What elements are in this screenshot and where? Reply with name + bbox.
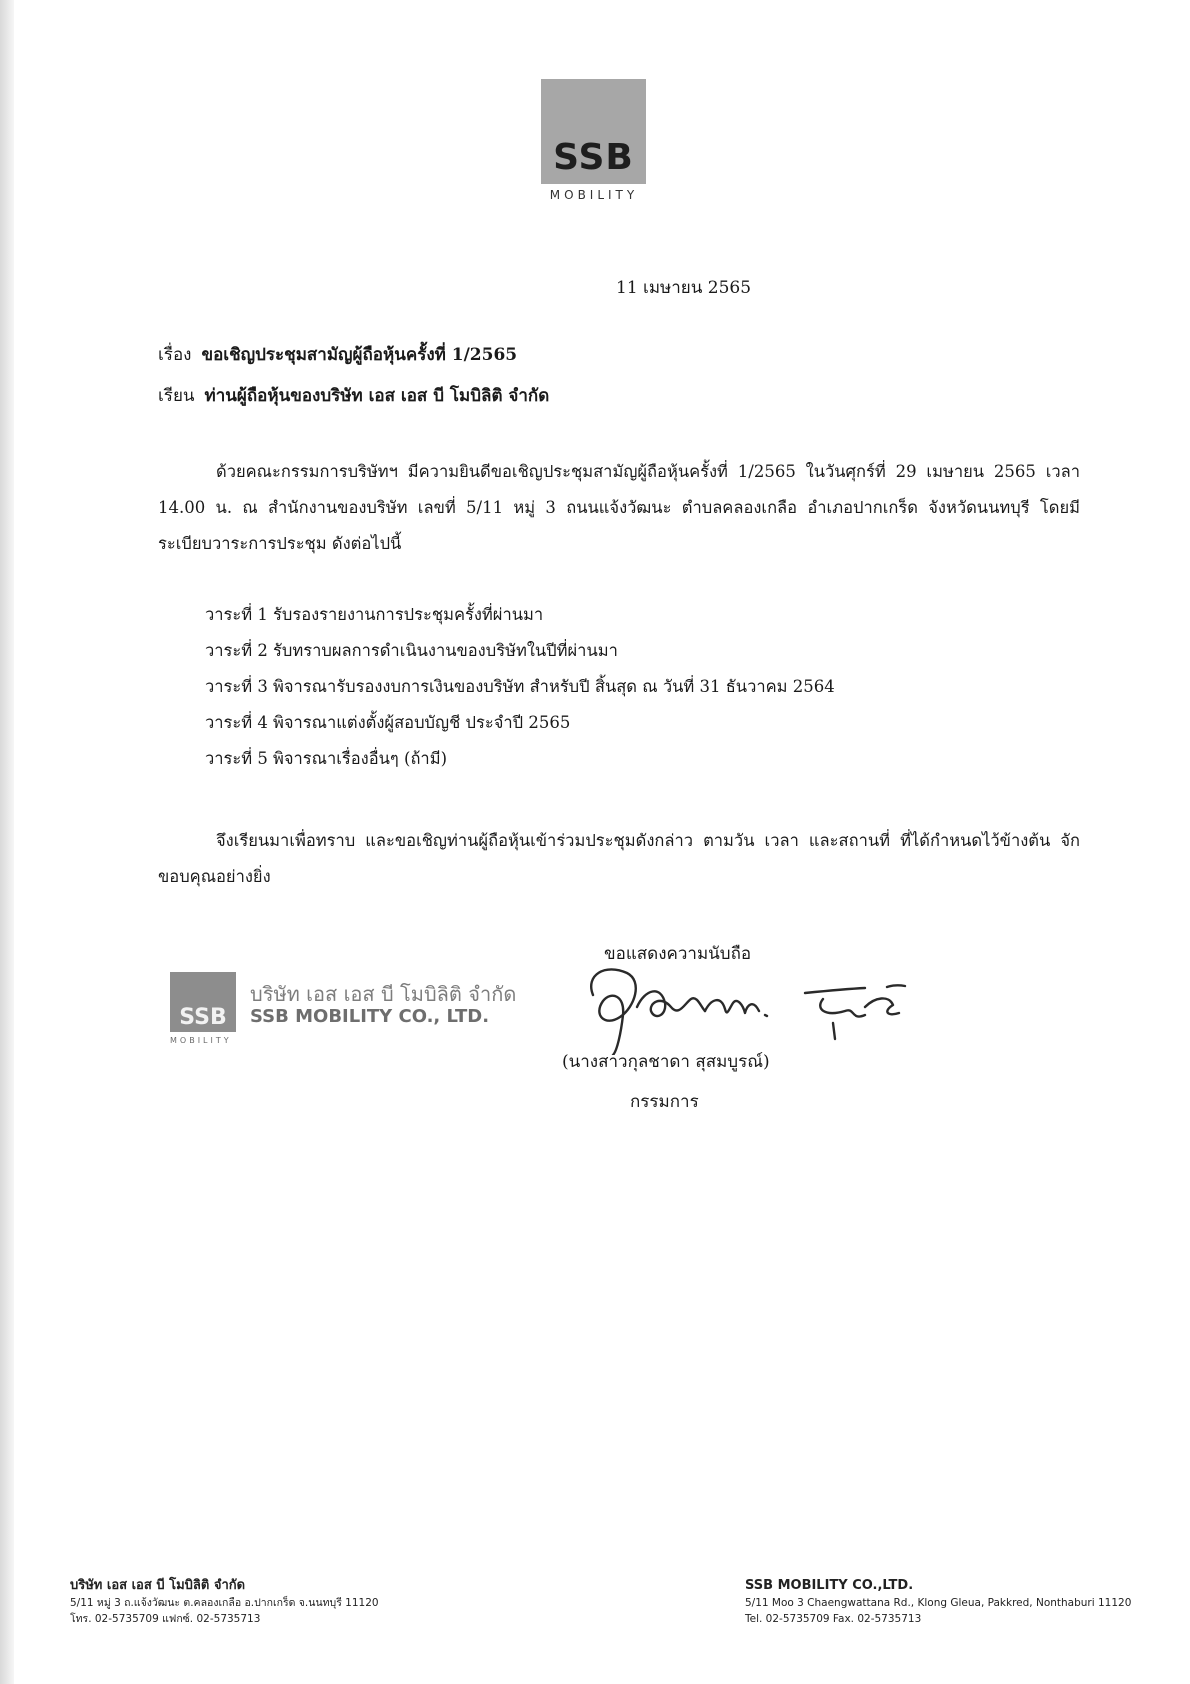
footer-english-company: SSB MOBILITY CO.,LTD.: [745, 1578, 914, 1593]
intro-paragraph: [158, 454, 1080, 562]
company-logo: [541, 79, 646, 184]
stamp-logo-subtitle: MOBILITY: [170, 1036, 232, 1045]
agenda-text: พิจารณาแต่งตั้งผู้สอบบัญชี ประจำปี 2565: [273, 713, 571, 732]
agenda-text: รับรองรายงานการประชุมครั้งที่ผ่านมา: [273, 605, 544, 624]
agenda-number: วาระที่ 4: [205, 713, 268, 732]
footer-thai-company: บริษัท เอส เอส บี โมบิลิติ จำกัด: [70, 1578, 246, 1593]
footer-english-address: 5/11 Moo 3 Chaengwattana Rd., Klong Gleua, Pakkred, Nonthaburi 11120: [745, 1597, 1132, 1609]
footer-thai-address: 5/11 หมู่ 3 ถ.แจ้งวัฒนะ ต.คลองเกลือ อ.ปากเกร็ด จ.นนทบุรี 11120: [70, 1597, 379, 1609]
agenda-number: วาระที่ 3: [205, 677, 268, 696]
letter-date: 11 เมษายน 2565: [616, 278, 752, 298]
signer-name: (นางสาวกุลชาดา สุสมบูรณ์): [562, 1052, 770, 1072]
agenda-item: [205, 669, 1065, 705]
signer-position: กรรมการ: [630, 1092, 699, 1112]
agenda-number: วาระที่ 2: [205, 641, 268, 660]
agenda-item: [205, 597, 1065, 633]
logo-subtitle: MOBILITY: [549, 188, 639, 202]
stamp-english-name: SSB MOBILITY CO., LTD.: [250, 1006, 490, 1027]
agenda-number: วาระที่ 1: [205, 605, 268, 624]
subject-text: ขอเชิญประชุมสามัญผู้ถือหุ้นครั้งที่ 1/2565: [201, 345, 518, 365]
agenda-item: [205, 633, 1065, 669]
logo-text: SSB: [553, 137, 634, 178]
footer-english-contact: Tel. 02-5735709 Fax. 02-5735713: [745, 1613, 922, 1625]
agenda-list: [205, 597, 1065, 777]
closing-salutation: ขอแสดงความนับถือ: [604, 944, 752, 964]
handwritten-signature: [575, 955, 975, 1055]
footer-thai-contact: โทร. 02-5735709 แฟกซ์. 02-5735713: [70, 1613, 261, 1625]
stamp-thai-name: บริษัท เอส เอส บี โมบิลิติ จำกัด: [250, 982, 517, 1006]
agenda-text: พิจารณารับรองงบการเงินของบริษัท สำหรับปี สิ้นสุด ณ วันที่ 31 ธันวาคม 2564: [273, 677, 835, 696]
scan-edge: [0, 0, 14, 1684]
company-stamp: [170, 970, 530, 1050]
footer-english: [745, 1577, 1131, 1627]
agenda-text: รับทราบผลการดำเนินงานของบริษัทในปีที่ผ่านมา: [273, 641, 618, 660]
agenda-item: [205, 741, 1065, 777]
recipient-text: ท่านผู้ถือหุ้นของบริษัท เอส เอส บี โมบิลิติ จำกัด: [204, 386, 550, 406]
closing-paragraph: [158, 823, 1080, 895]
recipient-line: [158, 382, 549, 409]
footer-thai: [70, 1577, 379, 1627]
stamp-logo-box: [170, 972, 236, 1032]
agenda-number: วาระที่ 5: [205, 749, 268, 768]
subject-label: เรื่อง: [158, 345, 192, 365]
stamp-logo-text: SSB: [179, 1005, 227, 1030]
agenda-item: [205, 705, 1065, 741]
recipient-label: เรียน: [158, 386, 195, 406]
intro-text: ด้วยคณะกรรมการบริษัทฯ มีความยินดีขอเชิญประชุมสามัญผู้ถือหุ้นครั้งที่ 1/2565 ในวันศุกร์ที่ 29 เมษายน 2565 เวลา 14.00 น. ณ สำนักงานของบริษัท เลขที่ 5/11 หมู่ 3 ถนนแจ้งวัฒนะ ตำบลคลองเกลือ อำเภอปากเกร็ด จังหวัดนนทบุรี โดยมีระเบียบวาระการประชุม ดังต่อไปนี้: [158, 462, 1080, 553]
agenda-text: พิจารณาเรื่องอื่นๆ (ถ้ามี): [273, 749, 448, 768]
subject-line: [158, 341, 517, 368]
closing-text: จึงเรียนมาเพื่อทราบ และขอเชิญท่านผู้ถือหุ้นเข้าร่วมประชุมดังกล่าว ตามวัน เวลา และสถานที่ ที่ได้กำหนดไว้ข้างต้น จักขอบคุณอย่างยิ่ง: [158, 831, 1080, 886]
